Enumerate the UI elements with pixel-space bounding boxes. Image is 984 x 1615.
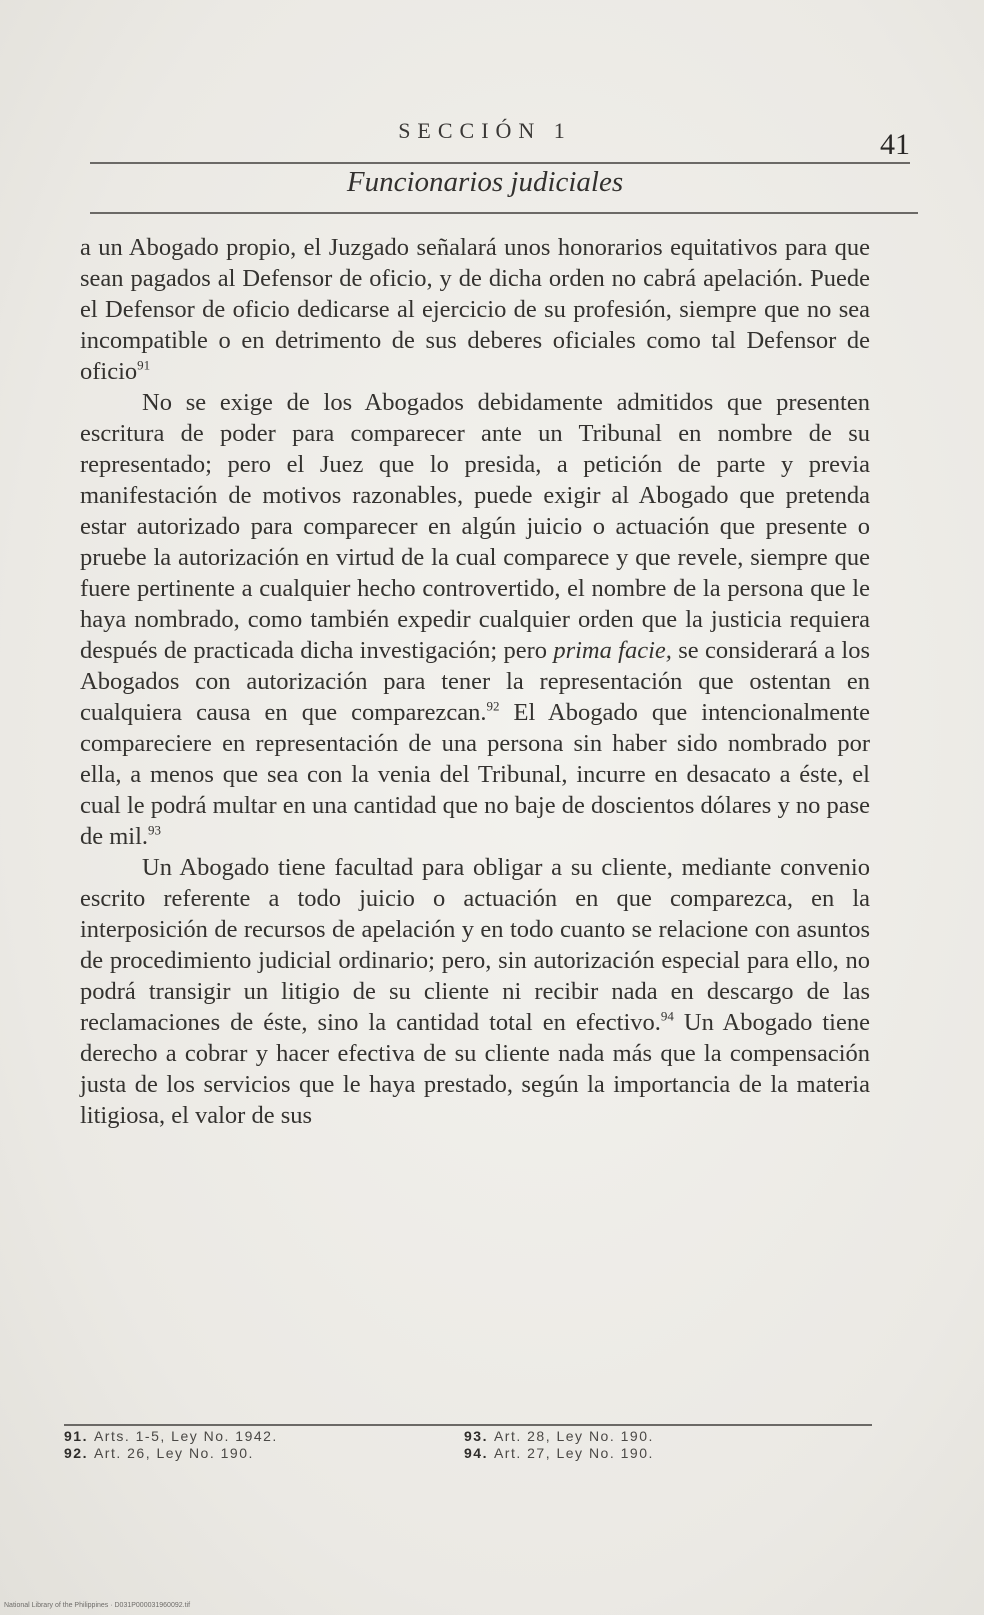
- paragraph-2-text-a: No se exige de los Abogados debidamente admitidos que presenten escritura de poder para comparecer ante un Tribunal en nombre de su representado; pero el Juez que lo presida, a petición de parte y previa manifestación de motivos razonables, puede exigir al Abogado que pretenda estar autorizado para comparecer en algún juicio o actuación que presente o pruebe la autorización en virtud de la cual comparece y que revele, siempre que fuere pertinente a cualquier hecho controvertido, el nombre de la persona que le haya nombrado, como también expedir cualquier orden que la justicia requiera después de practicada dicha investigación; pero: [80, 389, 870, 664]
- footnote-ref-94: 94: [660, 1008, 674, 1024]
- header-rule-top: [90, 162, 910, 164]
- library-stamp: National Library of the Philippines · D031P000031960092.tif: [4, 1602, 191, 1609]
- chapter-subtitle: Funcionarios judiciales: [346, 166, 624, 198]
- footnotes-right-column: [464, 1428, 844, 1462]
- footnote-92: [64, 1445, 444, 1462]
- header-rule-bottom: [90, 212, 918, 214]
- footnote-text: Art. 27, Ley No. 190.: [493, 1445, 654, 1461]
- paragraph-1: [80, 232, 870, 387]
- running-header: [60, 100, 910, 220]
- footnote-ref-93: 93: [148, 822, 162, 838]
- paragraph-2-text-b: se considerará a los Abogados con autorización para tener la representación que ostentan en cualquiera causa en que comparezcan.: [80, 637, 871, 726]
- footnote-ref-91: 91: [137, 357, 151, 373]
- footnote-rule: [64, 1424, 872, 1426]
- footnote-number: 94.: [464, 1445, 488, 1461]
- footnote-number: 93.: [464, 1428, 488, 1444]
- footnotes-left-column: [64, 1428, 444, 1462]
- footnote-91: [64, 1428, 444, 1445]
- footnote-number: 91.: [64, 1428, 88, 1444]
- paragraph-3-text-b: Un Abogado tiene derecho a cobrar y hacer efectiva de su cliente nada más que la compensación justa de los servicios que le haya prestado, según la importancia de la materia litigiosa, el valor de sus: [80, 1009, 870, 1129]
- paragraph-3-text-a: Un Abogado tiene facultad para obligar a su cliente, mediante convenio escrito referente a todo juicio o actuación en que comparezca, en la interposición de recursos de apelación y en todo cuanto se relacione con asuntos de procedimiento judicial ordinario; pero, sin autorización especial para ello, no podrá transigir un litigio de su cliente ni recibir nada en descargo de las reclamaciones de éste, sino la cantidad total en efectivo.: [80, 854, 870, 1036]
- page-number: 41: [880, 128, 910, 161]
- paragraph-1-text: a un Abogado propio, el Juzgado señalará unos honorarios equitativos para que sean pagados al Defensor de oficio, y de dicha orden no cabrá apelación. Puede el Defensor de oficio dedicarse al ejercicio de su profesión, siempre que no sea incompatible o en detrimento de sus deberes oficiales como tal Defensor de oficio: [80, 234, 870, 385]
- body-text: [80, 232, 870, 1131]
- footnote-text: Arts. 1-5, Ley No. 1942.: [93, 1428, 278, 1444]
- paragraph-2: [80, 387, 870, 852]
- footnote-text: Art. 26, Ley No. 190.: [93, 1445, 254, 1461]
- paragraph-2-text-c: El Abogado que intencionalmente compareciere en representación de una persona sin haber sido nombrado por ella, a menos que sea con la venia del Tribunal, incurre en desacato a éste, el cual le podrá multar en una cantidad que no baje de doscientos dólares y no pase de mil.: [80, 699, 871, 850]
- paragraph-3: [80, 852, 870, 1131]
- section-label: SECCIÓN 1: [398, 118, 572, 143]
- footnote-94: [464, 1445, 844, 1462]
- paragraph-2-italic: prima facie,: [553, 637, 672, 664]
- footnote-93: [464, 1428, 844, 1445]
- footnote-number: 92.: [64, 1445, 88, 1461]
- footnote-text: Art. 28, Ley No. 190.: [493, 1428, 654, 1444]
- footnote-ref-92: 92: [486, 698, 500, 714]
